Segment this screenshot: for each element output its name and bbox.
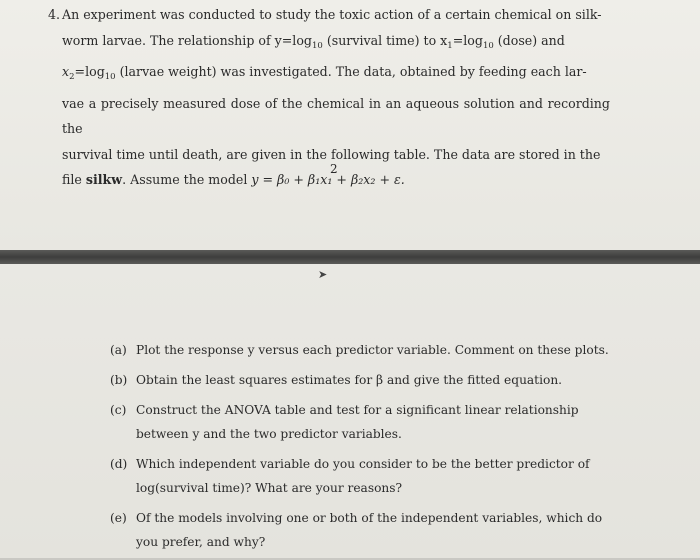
problem-line-2 (62, 28, 610, 60)
text: survival time until death, are given in the following table. The data are stored in the (62, 146, 601, 162)
text: . Assume the model (122, 172, 252, 187)
part-text: Construct the ANOVA table and test for a significant linear relationship between y and the two predictor variables. (136, 403, 579, 441)
part-label: (a) (110, 343, 127, 357)
problem-number: 4. (48, 7, 61, 22)
text: (survival time) to x (322, 32, 448, 48)
text: =log (452, 32, 483, 48)
cursor-icon: ➤ (318, 268, 328, 281)
problem-line-3 (62, 59, 610, 91)
subscript: 2 (69, 72, 75, 82)
part-c (110, 398, 610, 446)
text: =log (74, 64, 105, 79)
model-equation: y = β₀ + β₁x₁ + β₂x₂ + ε. (251, 172, 405, 187)
part-text: Plot the response y versus each predictor variable. Comment on these plots. (136, 343, 609, 357)
question-parts (110, 338, 610, 560)
problem-line-4 (62, 91, 610, 142)
page-number: 2 (330, 162, 338, 176)
part-d (110, 452, 610, 500)
file-name: silkw (85, 172, 123, 187)
text: (larvae weight) was investigated. The data, obtained by feeding each lar- (115, 64, 587, 79)
part-e (110, 506, 610, 554)
part-b (110, 368, 610, 392)
part-label: (c) (110, 403, 127, 417)
problem-line-1 (62, 2, 610, 28)
text: vae a precisely measured dose of the chemical in an aqueous solution and recording the (62, 95, 610, 136)
text: x (62, 64, 70, 79)
text: (dose) and (493, 32, 565, 48)
subscript: 1 (447, 40, 453, 51)
part-text: Of the models involving one or both of the independent variables, which do you prefer, and why? (136, 511, 603, 549)
part-a (110, 338, 610, 362)
text: worm larvae. The relationship of y=log (62, 32, 312, 48)
subscript: 10 (482, 40, 494, 51)
part-label: (d) (110, 457, 128, 471)
part-text: Which independent variable do you consider to be the better predictor of log(survival time)? What are your reasons? (136, 457, 590, 495)
part-text: Obtain the least squares estimates for β and give the fitted equation. (136, 373, 563, 387)
subscript: 10 (104, 72, 116, 82)
subscript: 10 (311, 40, 323, 51)
page-separator (0, 250, 700, 264)
text: An experiment was conducted to study the toxic action of a certain chemical on silk- (62, 7, 602, 22)
part-label: (b) (110, 373, 128, 387)
text: file (62, 172, 86, 187)
part-label: (e) (110, 511, 127, 525)
